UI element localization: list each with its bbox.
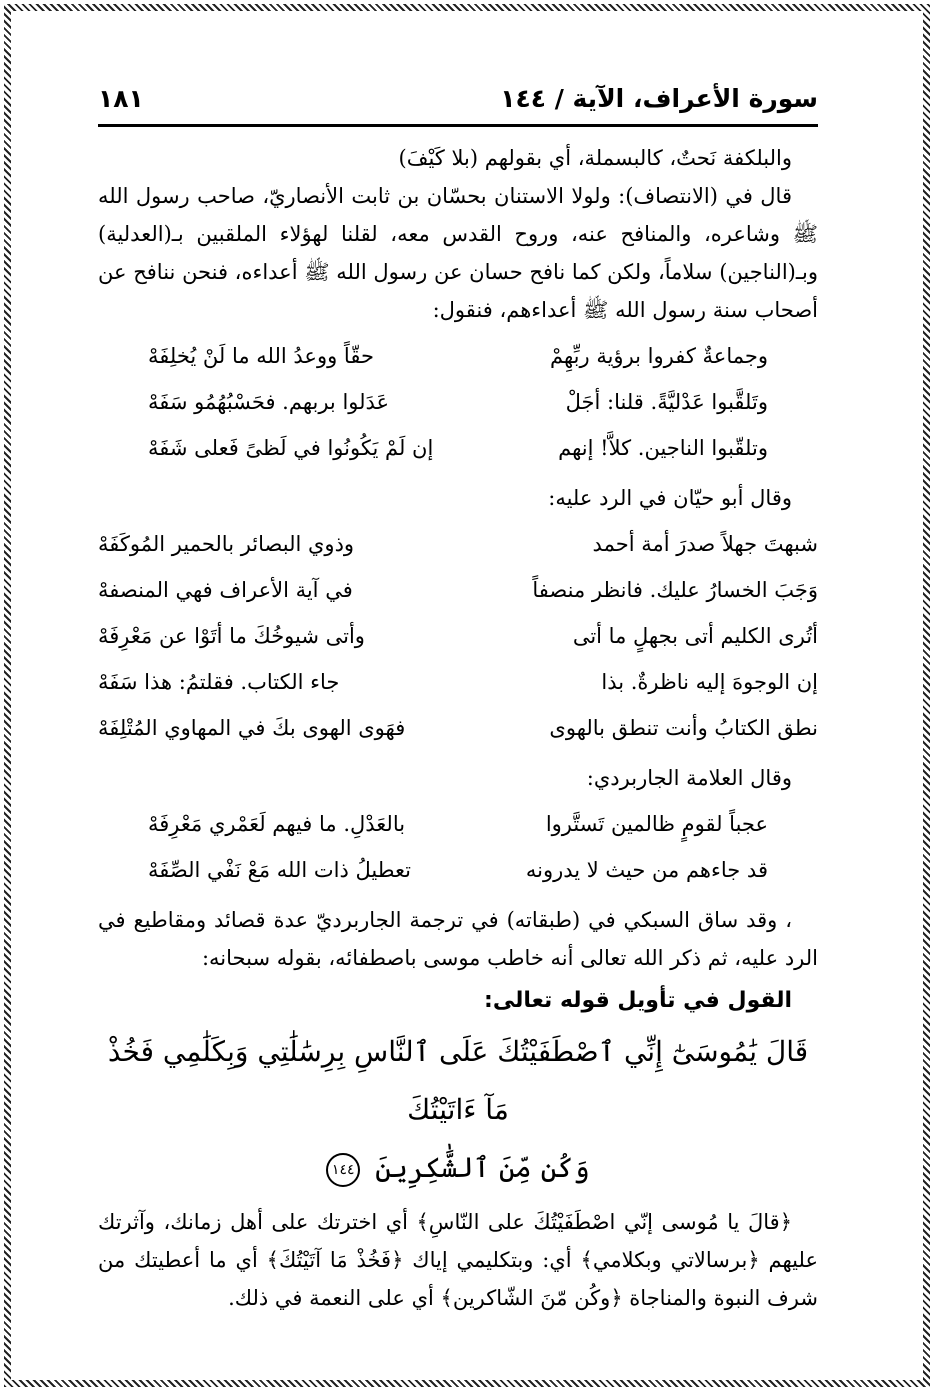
- poem-line: [98, 659, 818, 705]
- hemistich-left: تعطيلُ ذات الله مَعْ نَفْي الصِّفَهْ: [148, 858, 411, 882]
- poem-line: [98, 521, 818, 567]
- hemistich-left: وذوي البصائر بالحمير المُوكَفَهْ: [98, 532, 355, 556]
- poem-3: [98, 801, 818, 893]
- hemistich-right: وَجَبَ الخسارُ عليك. فانظر منصفاً: [532, 578, 818, 602]
- quran-line-2: [98, 1139, 818, 1197]
- hemistich-right: وجماعةٌ كفروا برؤية ربِّهِمْ: [550, 344, 768, 368]
- hemistich-right: قد جاءهم من حيث لا يدرونه: [525, 858, 768, 882]
- paragraph-tafsir: ﴿قالَ يا مُوسى إنّي اصْطَفَيْتُكَ على النّاسِ﴾ أي اخترتك على أهل زمانك، وآثرتك عليهم ﴿برسالاتي وبكلامي﴾ أي: وبتكليمي إياك ﴿فَخُذْ مَا آتَيْتُكَ﴾ أي ما أعطيتك من شرف النبوة والمناجاة ﴿وكُن مّنَ الشّاكرين﴾ أي على النعمة في ذلك.: [98, 1210, 818, 1310]
- poem-1: [98, 333, 818, 471]
- hemistich-left: حقّاً ووعدُ الله ما لَنْ يُخلِفَهْ: [148, 344, 374, 368]
- hemistich-right: وتَلقَّبوا عَدْليَّةً. قلنا: أجَلْ: [565, 390, 768, 414]
- hemistich-left: جاء الكتاب. فقلتمُ: هذا سَفَهْ: [98, 670, 340, 694]
- ayah-number-marker: ١٤٤: [326, 1153, 360, 1187]
- paragraph-intisaf: قال في (الانتصاف): ولولا الاستنان بحسّان بن ثابت الأنصاريّ، صاحب رسول الله ﷺ وشاعره، والمنافح عنه، وروح القدس معه، لقلنا لهؤلاء الملقبين بـ(العدلية) وبـ(الناجين) سلاماً، ولكن كما نافح حسان عن رسول الله ﷺ أعداءه، فنحن ننافح عن أصحاب سنة رسول الله ﷺ أعداءهم، فنقول:: [98, 184, 818, 322]
- hemistich-right: أتُرى الكليم أتى بجهلٍ ما أتى: [572, 624, 818, 648]
- poem-line: [98, 705, 818, 751]
- paragraph-bilkafa: والبلكفة نَحتٌ، كالبسملة، أي بقولهم (بلا كَيْفَ): [398, 146, 792, 170]
- quran-verse: [98, 1023, 818, 1197]
- poem-line: [98, 613, 818, 659]
- poem-line: [148, 379, 768, 425]
- hemistich-left: وأتى شيوخُكَ ما أتَوْا عن مَعْرِفَهْ: [98, 624, 365, 648]
- quran-line-2-text: وَكُن مِّنَ ٱلشَّٰكِرِينَ: [375, 1151, 590, 1184]
- page-number: ١٨١: [98, 84, 144, 113]
- hemistich-right: إن الوجوهَ إليه ناظرةٌ. بذا: [601, 670, 818, 694]
- hemistich-right: عجباً لقومٍ ظالمين تَستَّروا: [545, 812, 768, 836]
- hemistich-right: وتلقّبوا الناجين. كلاَّ! إنهم: [558, 436, 768, 460]
- page-content: [98, 80, 818, 1320]
- poem-line: [148, 333, 768, 379]
- page-header: [98, 80, 818, 127]
- paragraph-abu-hayyan: وقال أبو حيّان في الرد عليه:: [548, 486, 792, 510]
- hemistich-right: نطق الكتابُ وأنت تنطق بالهوى: [549, 716, 818, 740]
- hemistich-left: إن لَمْ يَكُونُوا في لَظىً فَعلى شَفَهْ: [148, 436, 434, 460]
- poem-line: [148, 801, 768, 847]
- section-heading: القول في تأويل قوله تعالى:: [484, 988, 792, 1013]
- quran-line-1: قَالَ يَٰمُوسَىٰٓ إِنِّي ٱصْطَفَيْتُكَ عَلَى ٱلنَّاسِ بِرِسَٰلَٰتِي وَبِكَلَٰمِي فَخُذْ مَآ ءَاتَيْتُكَ: [107, 1035, 809, 1126]
- hemistich-left: في آية الأعراف فهي المنصفهْ: [98, 578, 353, 602]
- poem-2: [98, 521, 818, 751]
- hemistich-left: بالعَدْلِ. ما فيهم لَعَمْري مَعْرِفَهْ: [148, 812, 406, 836]
- poem-line: [98, 567, 818, 613]
- poem-line: [148, 847, 768, 893]
- hemistich-left: فهَوى الهوى بكَ في المهاوي المُتْلِفَهْ: [98, 716, 406, 740]
- paragraph-subki: ، وقد ساق السبكي في (طبقاته) في ترجمة الجاربرديّ عدة قصائد ومقاطيع في الرد عليه، ثم ذكر الله تعالى أنه خاطب موسى باصطفائه، بقوله سبحانه:: [98, 908, 818, 970]
- paragraph-jarabardi: وقال العلامة الجاربردي:: [586, 766, 792, 790]
- hemistich-left: عَدَلوا بربهم. فحَسْبُهُمُو سَفَهْ: [148, 390, 390, 414]
- hemistich-right: شبهتَ جهلاً صدرَ أمة أحمد: [592, 532, 818, 556]
- poem-line: [148, 425, 768, 471]
- running-title: سورة الأعراف، الآية / ١٤٤: [500, 84, 818, 113]
